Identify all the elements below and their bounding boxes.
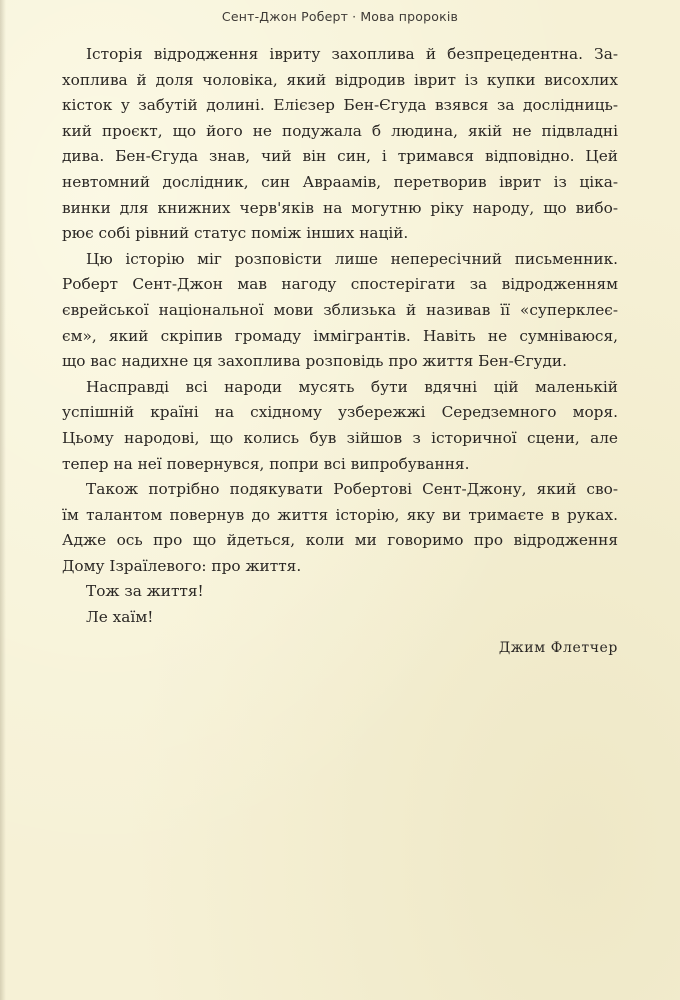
- author-signature: Джим Флетчер: [498, 640, 618, 656]
- header-book-title: Мова пророків: [360, 9, 459, 24]
- running-header: [0, 9, 680, 24]
- text-line: Також потрібно подякувати Робертові Сент-Джону, який сво-: [86, 480, 618, 499]
- text-line: тепер на неї повернувся, попри всі випробування.: [62, 454, 470, 473]
- text-line: невтомний дослідник, син Авраамів, перетворив іврит із ціка-: [62, 172, 618, 191]
- text-line: винки для книжних черв'яків на могутню ріку народу, що вибо-: [62, 198, 618, 217]
- paragraph-5: [62, 579, 618, 605]
- text-line: Цьому народові, що колись був зійшов з історичної сцени, але: [62, 428, 618, 447]
- header-separator: ·: [352, 9, 357, 24]
- text-line: кісток у забутій долині. Елієзер Бен-Єгуда взявся за дослідниць-: [62, 96, 618, 115]
- text-line: Дому Ізраїлевого: про життя.: [62, 556, 302, 575]
- text-line: дива. Бен-Єгуда знав, чий він син, і тримався відповідно. Цей: [62, 147, 618, 166]
- paragraph-1: [62, 42, 618, 247]
- text-line: рює собі рівний статус поміж інших націй.: [62, 224, 409, 243]
- paragraph-2: [62, 247, 618, 375]
- text-line: Роберт Сент-Джон мав нагоду спостерігати за відродженням: [62, 275, 618, 294]
- body-text: [62, 42, 618, 631]
- paragraph-6: [62, 605, 618, 631]
- text-line: єврейської національної мови зблизька й називав її «суперклеє-: [62, 300, 618, 319]
- text-line: Насправді всі народи мусять бути вдячні цій маленькій: [86, 377, 618, 396]
- text-line: Історія відродження івриту захоплива й безпрецедентна. За-: [86, 45, 618, 63]
- text-line: Адже ось про що йдеться, коли ми говоримо про відродження: [62, 531, 618, 550]
- text-line: хоплива й доля чоловіка, який відродив іврит із купки висохлих: [62, 70, 618, 89]
- header-author: Сент-Джон Роберт: [221, 9, 349, 24]
- text-line: успішній країні на східному узбережжі Середземного моря.: [62, 403, 618, 422]
- text-line: Цю історію міг розповісти лише непересічний письменник.: [86, 249, 618, 268]
- page-edge-shadow: [0, 0, 6, 1000]
- paragraph-3: [62, 375, 618, 477]
- paragraph-4: [62, 477, 618, 579]
- text-line: єм», який скріпив громаду іммігрантів. Навіть не сумніваюся,: [62, 326, 618, 345]
- text-line: кий проєкт, що його не подужала б людина, якій не підвладні: [62, 121, 618, 140]
- text-line: їм талантом повернув до життя історію, яку ви тримаєте в руках.: [62, 505, 618, 524]
- text-line: Тож за життя!: [86, 582, 204, 601]
- text-line: що вас надихне ця захоплива розповідь про життя Бен-Єгуди.: [62, 352, 567, 371]
- text-line: Ле хаїм!: [86, 608, 154, 627]
